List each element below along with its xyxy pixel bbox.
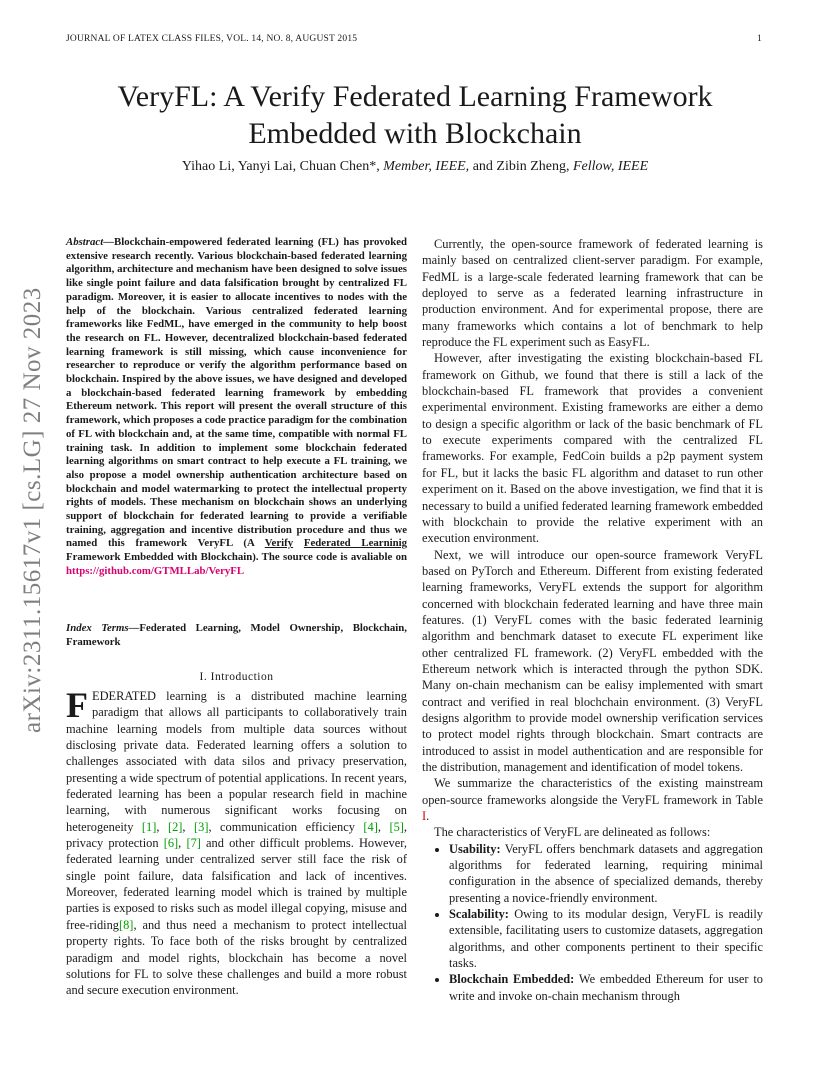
right-paragraph-4-end: . xyxy=(426,809,430,824)
section-title: I. Introduction xyxy=(199,671,274,683)
authors-role-1: Member, IEEE, xyxy=(383,159,470,174)
list-item-text: VeryFL offers benchmark datasets and aggregation algorithms for federated learning, requiring minimal configuration in the absence of specialized demands, thereby presenting a novice-friendly environment. xyxy=(449,841,763,905)
list-item-text: We embedded Ethereum for user to write and invoke on-chain mechanism through xyxy=(449,972,763,1003)
abstract xyxy=(66,236,407,579)
intro-body: FEDERATED learning is a distributed machine learning paradigm that allows all participants to collaboratively train machine learning models from multiple data sources without disclosing private data. Federated learning offers a solution to challenges associated with data silos and privacy preservation, presenting a wide spectrum of potential applications. In recent years, federated learning has been a popular research field in machine learning, with numerous significant works focusing on heterogeneity [1], [2], [3], communication efficiency [4], [5], privacy protection [6], [7] and other difficult problems. However, federated learning under centralized server still face the risk of single point failure, data falsification and lack of incentives. Moreover, federated learning model which is trained by multiple parties is exposed to risks such as model illegal copying, misuse and free-riding[8], and thus need a mechanism to protect intellectual property rights. To face both of the risks brought by centralized paradigm and model rights, blockchain has become a novel solutions for FL to solve these challenges and build a more robust and secure execution environment. xyxy=(66,685,408,998)
index-terms-label: Index Terms xyxy=(66,622,129,634)
right-paragraph-4-text: We summarize the characteristics of the existing mainstream open-source frameworks alongside the VeryFL framework in Table xyxy=(422,776,763,807)
abstract-label: Abstract xyxy=(66,236,104,248)
right-paragraph-1: Currently, the open-source framework of federated learning is mainly based on centralized client-server paradigm. For example, FedML is a large-scale federated learning framework that can be deployed to serve as a federated learning infrastructure in production environment. And for experimental propose, there are many frameworks which contains a lot of benchmark to help reproduce the FL experiment such as EasyFL. xyxy=(422,237,763,350)
right-paragraph-2: However, after investigating the existing blockchain-based FL framework on Github, we found that there is still a lack of the blockchain-based FL framework that provides a convenient experimental environment. Existing frameworks are either a demo to design a specific algorithm or lack of the basic benchmark of FL to execute experiments compared with the centralized FL frameworks. For example, FedCoin builds a p2p payment system for FL, but it lacks the basic FL algorithm and dataset to run other experiment on it. Based on the above investigation, we find that it is necessary to build a unified federated learning framework embedded with blockchain to provide the relative experiment with an execution environment. xyxy=(422,351,763,546)
citation-5[interactable]: [5] xyxy=(389,819,404,834)
citation-8[interactable]: [8] xyxy=(118,917,134,932)
page-number: 1 xyxy=(757,34,762,44)
citation-6[interactable]: [6] xyxy=(163,836,179,851)
right-column-body xyxy=(422,236,763,1004)
title-line-2: Embedded with Blockchain xyxy=(248,117,582,150)
citation-4[interactable]: [4] xyxy=(363,819,378,834)
title-line-1: VeryFL: A Verify Federated Learning Framework xyxy=(117,80,713,113)
citation-2[interactable]: [2] xyxy=(167,819,183,834)
index-terms-text: —Federated Learning, Model Ownership, Blockchain, Framework xyxy=(66,622,407,648)
index-terms xyxy=(66,622,407,649)
list-item-text: Owing to its modular design, VeryFL is readily extensible, facilitating users to customize datasets, aggregation algorithms, and other components pertinent to their specific tasks. xyxy=(449,907,763,971)
source-code-link[interactable]: https://github.com/GTMLLab/VeryFL xyxy=(66,564,245,577)
abstract-text-3: . The source code is avaliable on xyxy=(255,551,407,564)
right-paragraph-4 xyxy=(422,775,763,824)
list-item xyxy=(449,841,763,906)
authors-names-2: and Zibin Zheng, xyxy=(469,159,573,174)
table-reference[interactable]: I xyxy=(422,809,427,824)
arxiv-side-stamp: arXiv:2311.15617v1 [cs.LG] 27 Nov 2023 xyxy=(19,287,46,733)
dropcap: F xyxy=(66,685,88,725)
citation-3[interactable]: [3] xyxy=(194,819,209,834)
list-item xyxy=(449,906,763,971)
citation-1[interactable]: [1] xyxy=(141,819,157,834)
intro-text-a: EDERATED learning is a distributed machine learning paradigm that allows all participants to collaboratively train machine learning models from multiple data sources without disclosing private data. Federated learning offers a solution to challenges associated with data silos and privacy preservation, presenting a wide spectrum of potential applications. In recent years, federated learning has been a popular research field in machine learning, with numerous significant works focusing on heterogeneity xyxy=(66,689,407,834)
intro-text-e: , and thus need a mechanism to protect intellectual property rights. To face both of the risks brought by centralized paradigm and model rights, blockchain has become a novel solutions for FL to solve these challenges and build a more robust and secure execution environment. xyxy=(66,917,407,998)
list-item-term: Blockchain Embedded: xyxy=(449,972,575,987)
feature-list xyxy=(422,841,763,1004)
citation-7[interactable]: [7] xyxy=(186,836,201,851)
intro-text-d: and other difficult problems. However, federated learning under centralized server still face the risk of single point failure, data falsification and lack of incentives. Moreover, federated learning model which is trained by multiple parties is exposed to risks such as model illegal copying, misuse and free-riding xyxy=(66,836,407,932)
right-paragraph-3: Next, we will introduce our open-source framework VeryFL based on PyTorch and Ethereum. Different from existing federated learning frameworks, VeryFL extends the support for algorithm concerned with blockchain federated learning and have three main features. (1) VeryFL comes with the basic federated learninig algorithm and benchmark dataset to execute FL experiment like other centralized FL framework. (2) VeryFL embedded with the Ethereum network which is interacted through the python SDK. Many on-chain mechanism can be ealisy implemented with smart contract and verified in real blochchain environment. (3) VeryFL designs algorithm to provide model ownership verification services to protect model rights through blockchain. Smart contracts are introduced to assist in model authentication and are responsible for the distribution, management and identification of model tokens. xyxy=(422,547,763,774)
intro-text-b: , communication efficiency xyxy=(208,819,364,834)
authors-role-2: Fellow, IEEE xyxy=(573,159,649,174)
intro-text-c: , privacy protection xyxy=(66,819,408,851)
list-item xyxy=(449,971,763,1004)
paper-title xyxy=(60,78,770,152)
right-paragraph-5: The characteristics of VeryFL are delineated as follows: xyxy=(434,825,711,840)
author-list xyxy=(60,159,770,175)
abstract-text: —Blockchain-empowered federated learning (FL) has provoked extensive research recently. Various blockchain-based federated learning algorithm, architecture and mechanism have been designed to solve issues like single point failure and data falsification brought by centralized FL paradigm. Moreover, it is easier to allocate incentives to nodes with the help of the blockchain. Various centralized federated learning frameworks like FedML, have emerged in the community to help boost the research on FL. However, decentralized blockchain-based federated learning framework is still missing, which cause inconvenience for researcher to reproduce or verify the algorithm performance based on blockchain. Inspired by the above issues, we have designed and developed a blockchain-based federated learning framework by embedding Ethereum network. This report will present the overall structure of this framework, which proposes a code practice paradigm for the combination of FL with blockchain and, at the same time, compatible with normal FL training task. In addition to implement some blockchain federated learning algorithms on smart contract to help execute a FL training, we also propose a model ownership authentication architecture based on blockchain and model watermarking to protect the intellectual property rights of models. These mechanism on blockchain shows an underlying support of blockchain for federated learning to provide a verifiable training, aggregation and incentive distribution procedure and thus we named this framework VeryFL (A xyxy=(66,236,407,550)
abstract-text-2: Framework Embedded with Blockchain) xyxy=(66,551,256,564)
abstract-underline-verify: Verify xyxy=(264,537,294,550)
authors-names-1: Yihao Li, Yanyi Lai, Chuan Chen*, xyxy=(181,159,384,174)
running-head: JOURNAL OF LATEX CLASS FILES, VOL. 14, NO. 8, AUGUST 2015 xyxy=(66,34,358,44)
list-item-term: Scalability: xyxy=(449,907,509,922)
list-item-term: Usability: xyxy=(449,841,501,856)
abstract-underline-federated: Federated Learninig xyxy=(303,537,408,550)
